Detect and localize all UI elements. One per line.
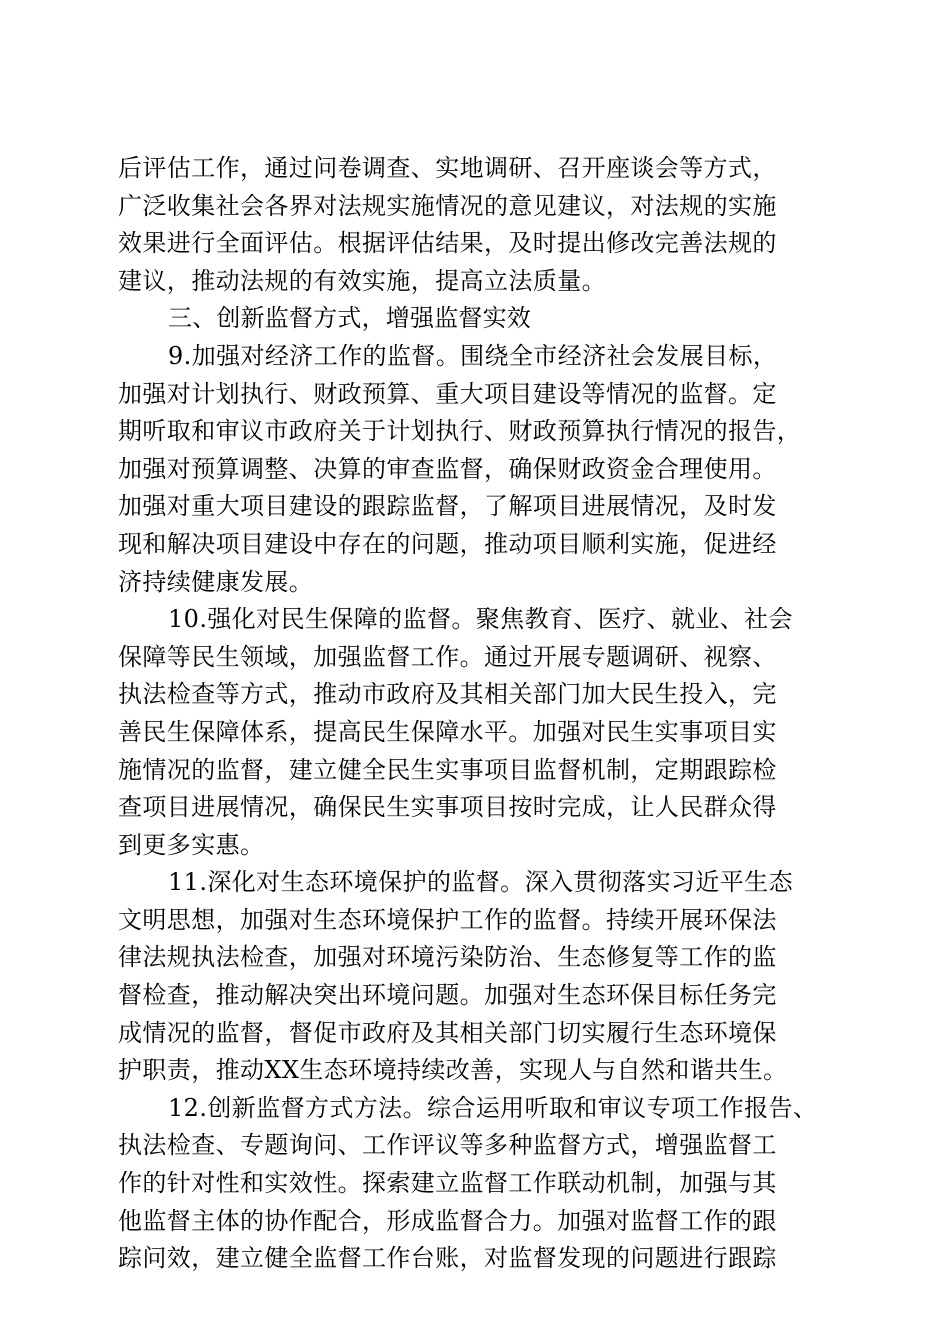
text-line: 10.强化对民生保障的监督。聚焦教育、医疗、就业、社会 [168,605,793,634]
text-line: 保障等民生领域，加强监督工作。通过开展专题调研、视察、 [118,642,777,671]
text-line: 加强对预算调整、决算的审查监督，确保财政资金合理使用。 [118,454,777,483]
text-line: 期听取和审议市政府关于计划执行、财政预算执行情况的报告， [118,417,802,446]
text-line: 查项目进展情况，确保民生实事项目按时完成，让人民群众得 [118,793,777,822]
text-line: 加强对计划执行、财政预算、重大项目建设等情况的监督。定 [118,379,777,408]
text-line: 效果进行全面评估。根据评估结果，及时提出修改完善法规的 [118,229,777,258]
text-line: 成情况的监督，督促市政府及其相关部门切实履行生态环境保 [118,1018,777,1047]
text-line: 执法检查、专题询问、工作评议等多种监督方式，增强监督工 [118,1131,777,1160]
text-line: 广泛收集社会各界对法规实施情况的意见建议，对法规的实施 [118,191,777,220]
text-line: 施情况的监督，建立健全民生实事项目监督机制，定期跟踪检 [118,755,777,784]
text-line: 11.深化对生态环境保护的监督。深入贯彻落实习近平生态 [168,868,793,897]
text-line: 现和解决项目建设中存在的问题，推动项目顺利实施，促进经 [118,529,777,558]
section-heading: 三、创新监督方式，增强监督实效 [168,304,531,333]
text-line: 到更多实惠。 [118,830,265,859]
text-line: 律法规执法检查，加强对环境污染防治、生态修复等工作的监 [118,943,777,972]
paragraph-item-9 [118,338,830,601]
paragraph-intro [118,150,830,300]
text-line: 12.创新监督方式方法。综合运用听取和审议专项工作报告、 [168,1093,818,1122]
text-line: 督检查，推动解决突出环境问题。加强对生态环保目标任务完 [118,981,777,1010]
text-line: 建议，推动法规的有效实施，提高立法质量。 [118,266,606,295]
text-line: 善民生保障体系，提高民生保障水平。加强对民生实事项目实 [118,717,777,746]
paragraph-item-10 [118,601,830,864]
text-line: 护职责，推动XX生态环境持续改善，实现人与自然和谐共生。 [118,1056,788,1085]
paragraph-item-12 [118,1090,830,1278]
text-line: 他监督主体的协作配合，形成监督合力。加强对监督工作的跟 [118,1206,777,1235]
text-line: 加强对重大项目建设的跟踪监督，了解项目进展情况，及时发 [118,492,777,521]
text-line: 济持续健康发展。 [118,567,314,596]
text-line: 9.加强对经济工作的监督。围绕全市经济社会发展目标， [168,341,778,370]
text-line: 后评估工作，通过问卷调查、实地调研、召开座谈会等方式， [118,154,777,182]
text-line: 执法检查等方式，推动市政府及其相关部门加大民生投入，完 [118,680,777,709]
document-body [118,150,830,1278]
text-line: 作的针对性和实效性。探索建立监督工作联动机制，加强与其 [118,1169,777,1198]
text-line: 文明思想，加强对生态环境保护工作的监督。持续开展环保法 [118,905,777,934]
paragraph-item-11 [118,864,830,1090]
text-line: 踪问效，建立健全监督工作台账，对监督发现的问题进行跟踪 [118,1244,777,1273]
